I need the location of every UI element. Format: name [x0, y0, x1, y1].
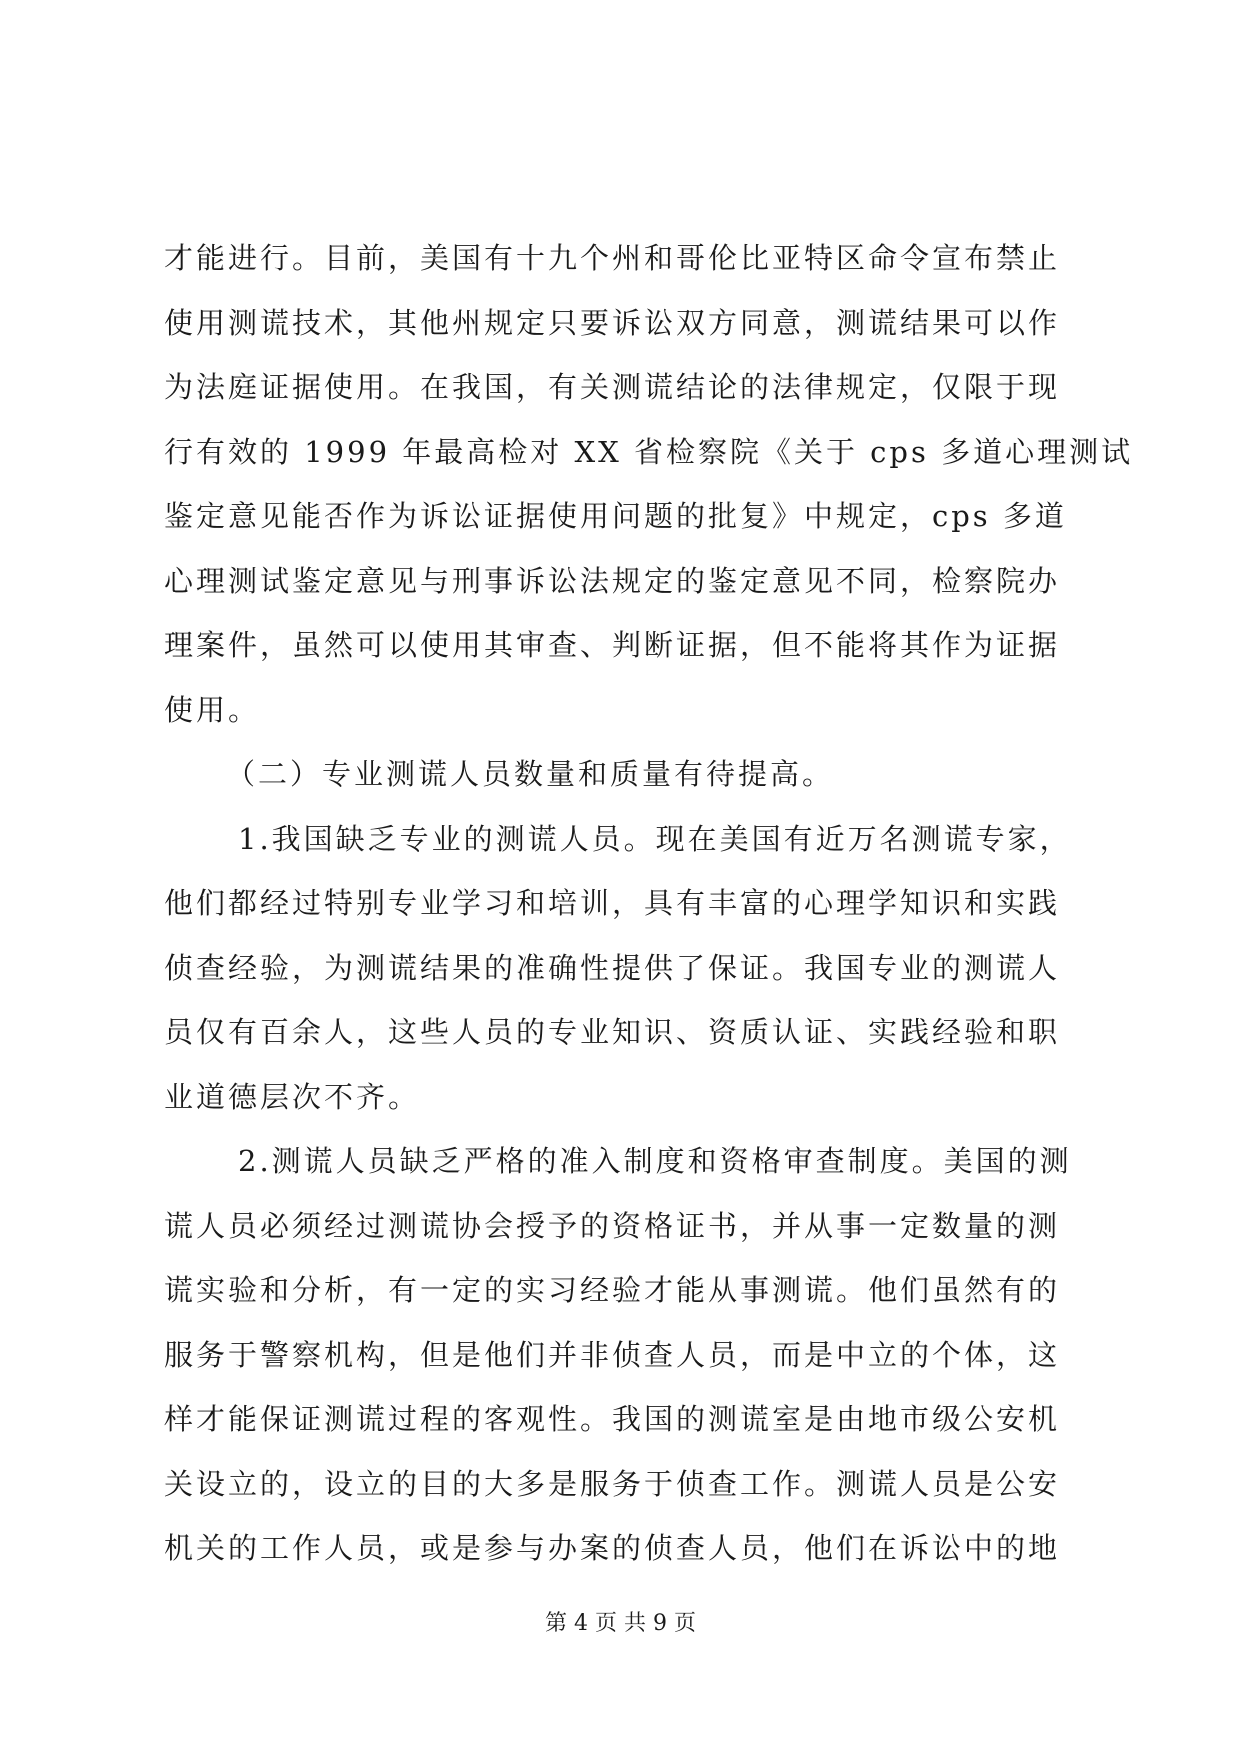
text-line: 使用测谎技术，其他州规定只要诉讼双方同意，测谎结果可以作	[164, 305, 1061, 340]
text-line: 业道德层次不齐。	[164, 1079, 421, 1114]
section-heading: （二）专业测谎人员数量和质量有待提高。	[226, 757, 835, 791]
text-line: 他们都经过特别专业学习和培训，具有丰富的心理学知识和实践	[164, 886, 1061, 920]
text-line: 侦查经验，为测谎结果的准确性提供了保证。我国专业的测谎人	[164, 950, 1061, 985]
text-line: 使用。	[164, 692, 261, 727]
list-item-heading: 1.我国缺乏专业的测谎人员。现在美国有近万名测谎专家，	[238, 821, 1072, 856]
page-number: 第 4 页 共 9 页	[545, 1611, 696, 1636]
text-line: 鉴定意见能否作为诉讼证据使用问题的批复》中规定，cps 多道	[164, 499, 1067, 533]
text-line: 为法庭证据使用。在我国，有关测谎结论的法律规定，仅限于现	[164, 370, 1061, 404]
text-line: 才能进行。目前，美国有十九个州和哥伦比亚特区命令宣布禁止	[164, 241, 1061, 275]
text-line: 机关的工作人员，或是参与办案的侦查人员，他们在诉讼中的地	[164, 1531, 1061, 1565]
text-line: 谎实验和分析，有一定的实习经验才能从事测谎。他们虽然有的	[164, 1273, 1061, 1307]
text-line: 服务于警察机构，但是他们并非侦查人员，而是中立的个体，这	[164, 1337, 1061, 1372]
text-line: 理案件，虽然可以使用其审查、判断证据，但不能将其作为证据	[164, 628, 1061, 662]
text-line: 样才能保证测谎过程的客观性。我国的测谎室是由地市级公安机	[164, 1402, 1061, 1436]
text-line: 谎人员必须经过测谎协会授予的资格证书，并从事一定数量的测	[164, 1208, 1061, 1243]
text-line: 关设立的，设立的目的大多是服务于侦查工作。测谎人员是公安	[164, 1466, 1061, 1501]
body-text	[164, 226, 1134, 1581]
text-line: 员仅有百余人，这些人员的专业知识、资质认证、实践经验和职	[164, 1015, 1061, 1049]
text-line: 心理测试鉴定意见与刑事诉讼法规定的鉴定意见不同，检察院办	[164, 563, 1061, 598]
list-item-heading: 2.测谎人员缺乏严格的准入制度和资格审查制度。美国的测	[238, 1144, 1072, 1178]
text-line: 行有效的 1999 年最高检对 XX 省检察院《关于 cps 多道心理测试	[164, 434, 1134, 469]
